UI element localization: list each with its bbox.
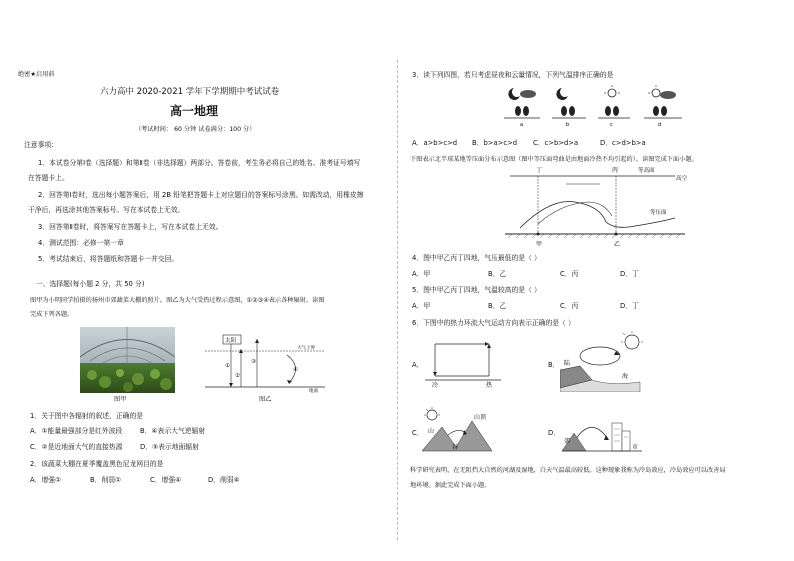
q2-option-c[interactable]: C．增强④ xyxy=(150,476,182,484)
question-4: 4．图中甲乙丙丁四地，气压最低的是（ ） xyxy=(412,254,541,262)
building-icon xyxy=(622,431,630,451)
moon-icon xyxy=(556,88,568,100)
question-1: 1．关于图中各辐射的叙述，正确的是 xyxy=(30,412,144,420)
q5-option-c[interactable]: C．丙 xyxy=(560,302,579,310)
label-isohypse: 等高面 xyxy=(638,168,655,174)
label-mountain-top: 山顶 xyxy=(474,414,487,421)
q1-option-d[interactable]: D．③表示地面辐射 xyxy=(140,443,199,451)
q3-option-c[interactable]: C．c>b>d>a xyxy=(533,139,579,147)
sun-icon xyxy=(608,89,616,97)
note-line: 2．回答第Ⅰ卷时，选出每小题答案后，用 2B 铅笔把答题卡上对应题目的答案标号涂黑。如需改动，用橡皮擦 xyxy=(38,191,364,199)
q5-option-d[interactable]: D．丁 xyxy=(620,302,639,310)
q6-diagram-d xyxy=(562,405,647,455)
label-suburb: 郊 xyxy=(564,438,571,445)
subject-title: 高一地理 xyxy=(170,104,219,118)
tree-icon xyxy=(515,106,521,116)
scene-label: a xyxy=(520,122,524,128)
label-high-altitude: 高空 xyxy=(676,176,688,182)
moon-icon xyxy=(508,88,520,100)
intro-text: 完成下列各题。 xyxy=(30,311,74,318)
scene-b xyxy=(552,88,586,128)
label-valley: 谷 xyxy=(452,444,459,451)
sun-icon xyxy=(625,335,639,349)
scene-label: c xyxy=(610,122,613,128)
label-land: 陆 xyxy=(564,360,571,367)
q6-diagram-b xyxy=(560,330,645,392)
q2-option-b[interactable]: B．削弱① xyxy=(90,476,122,484)
q6-option-b[interactable]: B． xyxy=(548,361,560,369)
label-city: 市 xyxy=(632,444,639,451)
q1-option-a[interactable]: A．①能量最强部分是红外波段 xyxy=(30,427,123,435)
scene-label: d xyxy=(658,122,662,128)
notes-heading: 注意事项： xyxy=(24,141,58,149)
tree-icon xyxy=(661,106,667,116)
note-line: 1．本试卷分第Ⅰ卷（选择题）和第Ⅱ卷（非选择题）两部分。答卷前，考生务必将自己的姓名、准考证号填写 xyxy=(38,159,361,167)
cloud-icon xyxy=(660,91,676,99)
greenhouse-photo xyxy=(80,327,175,393)
label-cold: 冷 xyxy=(432,382,439,388)
q5-option-a[interactable]: A．甲 xyxy=(412,302,431,310)
circled-1-label: ① xyxy=(225,363,230,369)
scene-a xyxy=(504,88,540,128)
isobaric-surface-diagram xyxy=(500,166,700,248)
q1-option-b[interactable]: B．④表示大气逆辐射 xyxy=(140,427,206,435)
tree-icon xyxy=(653,106,659,116)
question-3: 3．读下列四图，若只考虑昼夜和云量情况，下列气温排序正确的是 xyxy=(412,71,614,79)
label-ding: 丁 xyxy=(536,167,543,174)
scene-d xyxy=(644,85,682,128)
label-isobaric: 等压面 xyxy=(650,210,667,216)
label-hot: 热 xyxy=(486,382,493,388)
tree-icon xyxy=(613,106,619,116)
q1-option-c[interactable]: C．②是近地面大气的直接热源 xyxy=(30,443,123,451)
figure-a-caption: 图甲 xyxy=(114,396,127,403)
q4-option-d[interactable]: D．丁 xyxy=(620,270,639,278)
note-line: 在答题卡上。 xyxy=(28,174,69,182)
note-line: 3．回答第Ⅱ卷时，将答案写在答题卡上，写在本试卷上无效。 xyxy=(38,223,223,231)
scene-label: b xyxy=(566,122,570,128)
q5-option-b[interactable]: B．乙 xyxy=(488,302,507,310)
section-heading: 一、选择题(每小题 2 分，共 50 分) xyxy=(36,280,145,288)
intro-text: 图甲为小明同学拍摄的扬州市郊蔬菜大棚的照片。图乙为大气受热过程示意图，①②③④表示各种辐射。读图 xyxy=(30,297,325,304)
circled-2-label: ② xyxy=(235,373,240,379)
cloud-icon xyxy=(520,90,536,98)
label-sea: 海 xyxy=(622,373,629,380)
q6-diagram-c xyxy=(422,405,507,455)
q3-option-d[interactable]: D．c>d>b>a xyxy=(600,139,646,147)
sun-icon xyxy=(427,410,437,420)
note-line: 干净后，再选涂其他答案标号。写在本试卷上无效。 xyxy=(28,206,185,214)
label-yi: 乙 xyxy=(614,241,621,248)
q4-option-b[interactable]: B．乙 xyxy=(488,270,507,278)
circled-4-label: ④ xyxy=(293,367,298,373)
exam-title: 六力高中 2020-2021 学年下学期期中考试试卷 xyxy=(100,87,280,97)
question-5: 5．图中甲乙丙丁四地，气温较高的是（ ） xyxy=(412,286,541,294)
sun-icon xyxy=(652,89,660,97)
q6-option-d[interactable]: D． xyxy=(548,429,561,437)
figure-b-caption: 图乙 xyxy=(259,396,272,403)
question-2: 2．该蔬菜大棚在夏季覆盖黑色尼龙网目的是 xyxy=(30,460,164,468)
tail-text: 科学研究表明，在无阻挡大自然的河湖及湿地，白天气温最高较低。这种现象我称为冷岛效应，冷岛效应可以改善局 xyxy=(410,467,726,474)
label-jia: 甲 xyxy=(536,241,543,248)
q3-option-a[interactable]: A．a>b>c>d xyxy=(412,139,458,147)
q3-scenes xyxy=(500,84,690,130)
tree-icon xyxy=(523,106,529,116)
scene-c xyxy=(598,85,630,128)
q6-diagram-a xyxy=(425,336,505,388)
q6-option-c[interactable]: C． xyxy=(412,429,424,437)
q3-option-b[interactable]: B．b>a>c>d xyxy=(472,139,518,147)
tree-icon xyxy=(605,106,611,116)
tree-icon xyxy=(561,106,567,116)
q6-option-a[interactable]: A． xyxy=(412,361,424,369)
note-line: 5．考试结束后，将答题纸和答题卡一并交回。 xyxy=(38,255,179,263)
note-line: 4．测试范围：必修一第一章 xyxy=(38,239,124,247)
ground-label: 地面 xyxy=(309,389,318,393)
q2-option-a[interactable]: A．增强① xyxy=(30,476,62,484)
intro-text-2: 下图表示北半球某地等压面分布示意图（图中等压面弯曲是由地面冷热不均引起的）。读图完成下面小题。 xyxy=(410,156,698,163)
atmosphere-top-label: 大气上界 xyxy=(297,346,315,351)
label-mountain: 山 xyxy=(428,428,435,435)
question-6: 6．下图中的热力环流大气运动方向表示正确的是（ ） xyxy=(412,319,575,327)
secret-mark: 绝密★启用前 xyxy=(18,71,55,78)
atmospheric-heating-diagram xyxy=(205,333,325,393)
q2-option-d[interactable]: D．削弱④ xyxy=(208,476,240,484)
building-icon xyxy=(612,423,622,451)
sun-label: 太阳 xyxy=(225,338,237,344)
q4-option-a[interactable]: A．甲 xyxy=(412,270,431,278)
tail-text: 地环境。据此完成下面小题。 xyxy=(410,482,491,489)
label-bing: 丙 xyxy=(612,167,619,174)
column-divider xyxy=(397,60,398,540)
circled-3-label: ③ xyxy=(251,359,256,365)
q4-option-c[interactable]: C．丙 xyxy=(560,270,579,278)
exam-info: （考试时间： 60 分钟 试卷满分：100 分） xyxy=(135,126,256,133)
tree-icon xyxy=(569,106,575,116)
